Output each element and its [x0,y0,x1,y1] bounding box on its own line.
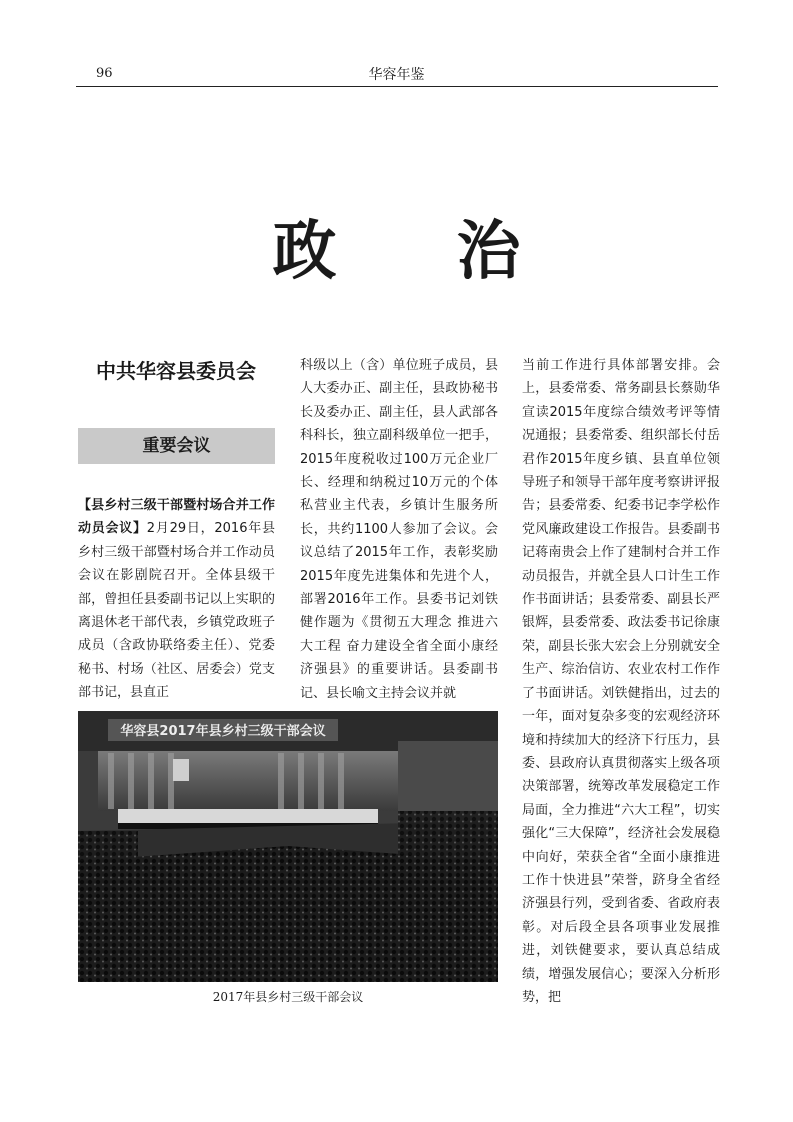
section-heading: 中共华容县委员会 [96,359,256,383]
column-1 [78,494,275,705]
page-number: 96 [96,66,113,81]
photo-banner-text: 华容县2017年县乡村三级干部会议 [120,724,326,739]
running-title: 华容年鉴 [368,67,425,83]
chapter-title: 政治 [272,214,641,289]
article-text-col3: 当前工作进行具体部署安排。会上，县委常委、常务副县长蔡勋华宣读2015年度综合绩效考评等情况通报；县委常委、组织部长付岳君作2015年度乡镇、县直单位领导班子和领导干部年度考察讲评报告；县委常委、纪委书记李学松作党风廉政建设工作报告。县委副书记蒋南贵会上作了建制村合并工作动员报告，并就全县人口计生工作作书面讲话；县委常委、副县长严银辉，县委常委、政法委书记徐康荣，副县长张大宏会上分别就安全生产、综治信访、农业农村工作作了书面讲话。刘铁健指出，过去的一年，面对复杂多变的宏观经济环境和持续加大的经济下行压力，县委、县政府认真贯彻落实上级各项决策部署，统筹改革发展稳定工作局面，全力推进“六大工程”，切实强化“三大保障”，经济社会发展稳中向好，荣获全省“全面小康推进工作十快进县”荣誉，跻身全省经济强县行列，受到省委、省政府表彰。对后段全县各项事业发展推进，刘铁健要求，要认真总结成绩，增强发展信心；要深入分析形势，把 [522,358,720,1005]
article-lead-title: 【县乡村三级干部暨村场合并工作动员会议】 [78,498,275,537]
column-2 [300,354,498,705]
paragraph-1 [78,494,275,705]
column-3 [522,354,720,1009]
article-text-col2: 科级以上（含）单位班子成员，县人大委办正、副主任，县政协秘书长及委办正、副主任，县人武部各科科长，独立副科级单位一把手，2015年度税收过100万元企业厂长、经理和纳税过10万元的个体私营业主代表，乡镇计生服务所长，共约1100人参加了会议。会议总结了2015年工作，表彰奖励2015年度先进集体和先进个人，部署2016年工作。县委书记刘铁健作题为《贯彻五大理念 推进六大工程 奋力建设全省全面小康经济强县》的重要讲话。县委副书记、县长喻文主持会议并就 [300,358,498,701]
header-rule [76,86,718,87]
article-text-col1: 2月29日，2016年县乡村三级干部暨村场合并工作动员会议在影剧院召开。全体县级干部，曾担任县委副书记以上实职的离退休老干部代表，乡镇党政班子成员（含政协联络委主任）、党委秘书、村场（社区、居委会）党支部书记，县直正 [78,521,275,701]
subsection-heading: 重要会议 [78,428,275,464]
photo-caption: 2017年县乡村三级干部会议 [212,990,364,1004]
meeting-photo [78,711,498,982]
auditorium-photo [78,711,498,982]
